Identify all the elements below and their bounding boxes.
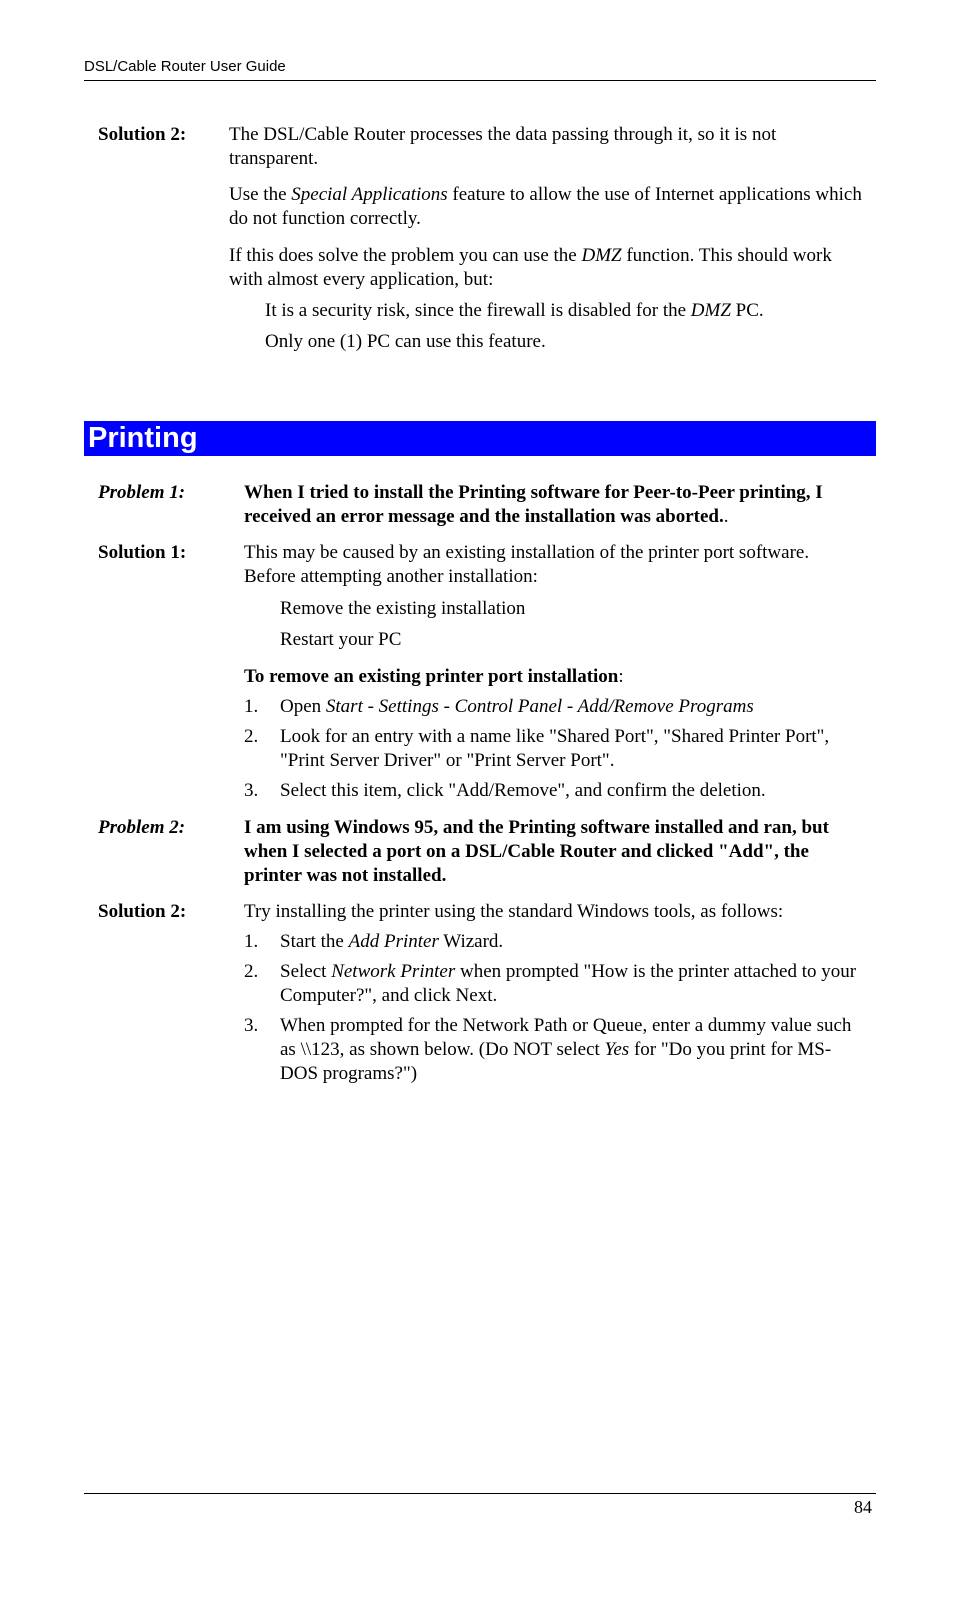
solution-paragraph-3: If this does solve the problem you can use the DMZ function. This should work with almost every application, but: [229,245,832,290]
bullet-restart-pc: Restart your PC [280,629,402,650]
solution-label-top: Solution 2: [98,124,187,145]
bullet-security-risk: It is a security risk, since the firewall is disabled for the DMZ PC. [265,300,764,321]
step-text: Select this item, click "Add/Remove", and confirm the deletion. [280,780,766,801]
step-text: Select Network Printer when prompted "How is the printer attached to your Computer?", and click Next. [280,961,857,1006]
problem-2-label: Problem 2: [98,817,186,838]
bullet-one-pc: Only one (1) PC can use this feature. [265,331,546,352]
step-number: 2. [244,961,259,982]
section-title: Printing [88,422,198,454]
running-header: DSL/Cable Router User Guide [84,58,286,75]
procedure-heading: To remove an existing printer port installation: [244,666,624,687]
solution-1-text: This may be caused by an existing installation of the printer port software. Before attempting another installation: [244,542,810,587]
step-text: Look for an entry with a name like "Shared Port", "Shared Printer Port", "Print Server Driver" or "Print Server Port". [280,726,830,771]
solution-2-text: Try installing the printer using the standard Windows tools, as follows: [244,901,784,922]
step-text: Start the Add Printer Wizard. [280,931,504,952]
step-number: 3. [244,1015,259,1036]
step-number: 2. [244,726,259,747]
solution-2-label: Solution 2: [98,901,187,922]
footer-rule [84,1493,876,1494]
solution-paragraph-2: Use the Special Applications feature to allow the use of Internet applications which do not function correctly. [229,184,862,229]
step-text: When prompted for the Network Path or Queue, enter a dummy value such as \\123, as shown below. (Do NOT select Yes for "Do you print for MS-DOS programs?") [280,1015,852,1084]
header-rule [84,80,876,81]
solution-paragraph-1: The DSL/Cable Router processes the data passing through it, so it is not transparent. [229,124,777,169]
page-number: 84 [854,1497,872,1517]
section-heading-bar [84,421,876,456]
step-number: 1. [244,696,259,717]
problem-1-label: Problem 1: [98,482,186,503]
problem-1-text: When I tried to install the Printing software for Peer-to-Peer printing, I received an error message and the installation was aborted.. [244,482,823,527]
bullet-remove-installation: Remove the existing installation [280,598,526,619]
step-number: 3. [244,780,259,801]
step-text: Open Start - Settings - Control Panel - Add/Remove Programs [280,696,754,717]
step-number: 1. [244,931,259,952]
problem-2-text: I am using Windows 95, and the Printing software installed and ran, but when I selected a port on a DSL/Cable Router and clicked "Add", the printer was not installed. [244,817,829,886]
solution-1-label: Solution 1: [98,542,187,563]
